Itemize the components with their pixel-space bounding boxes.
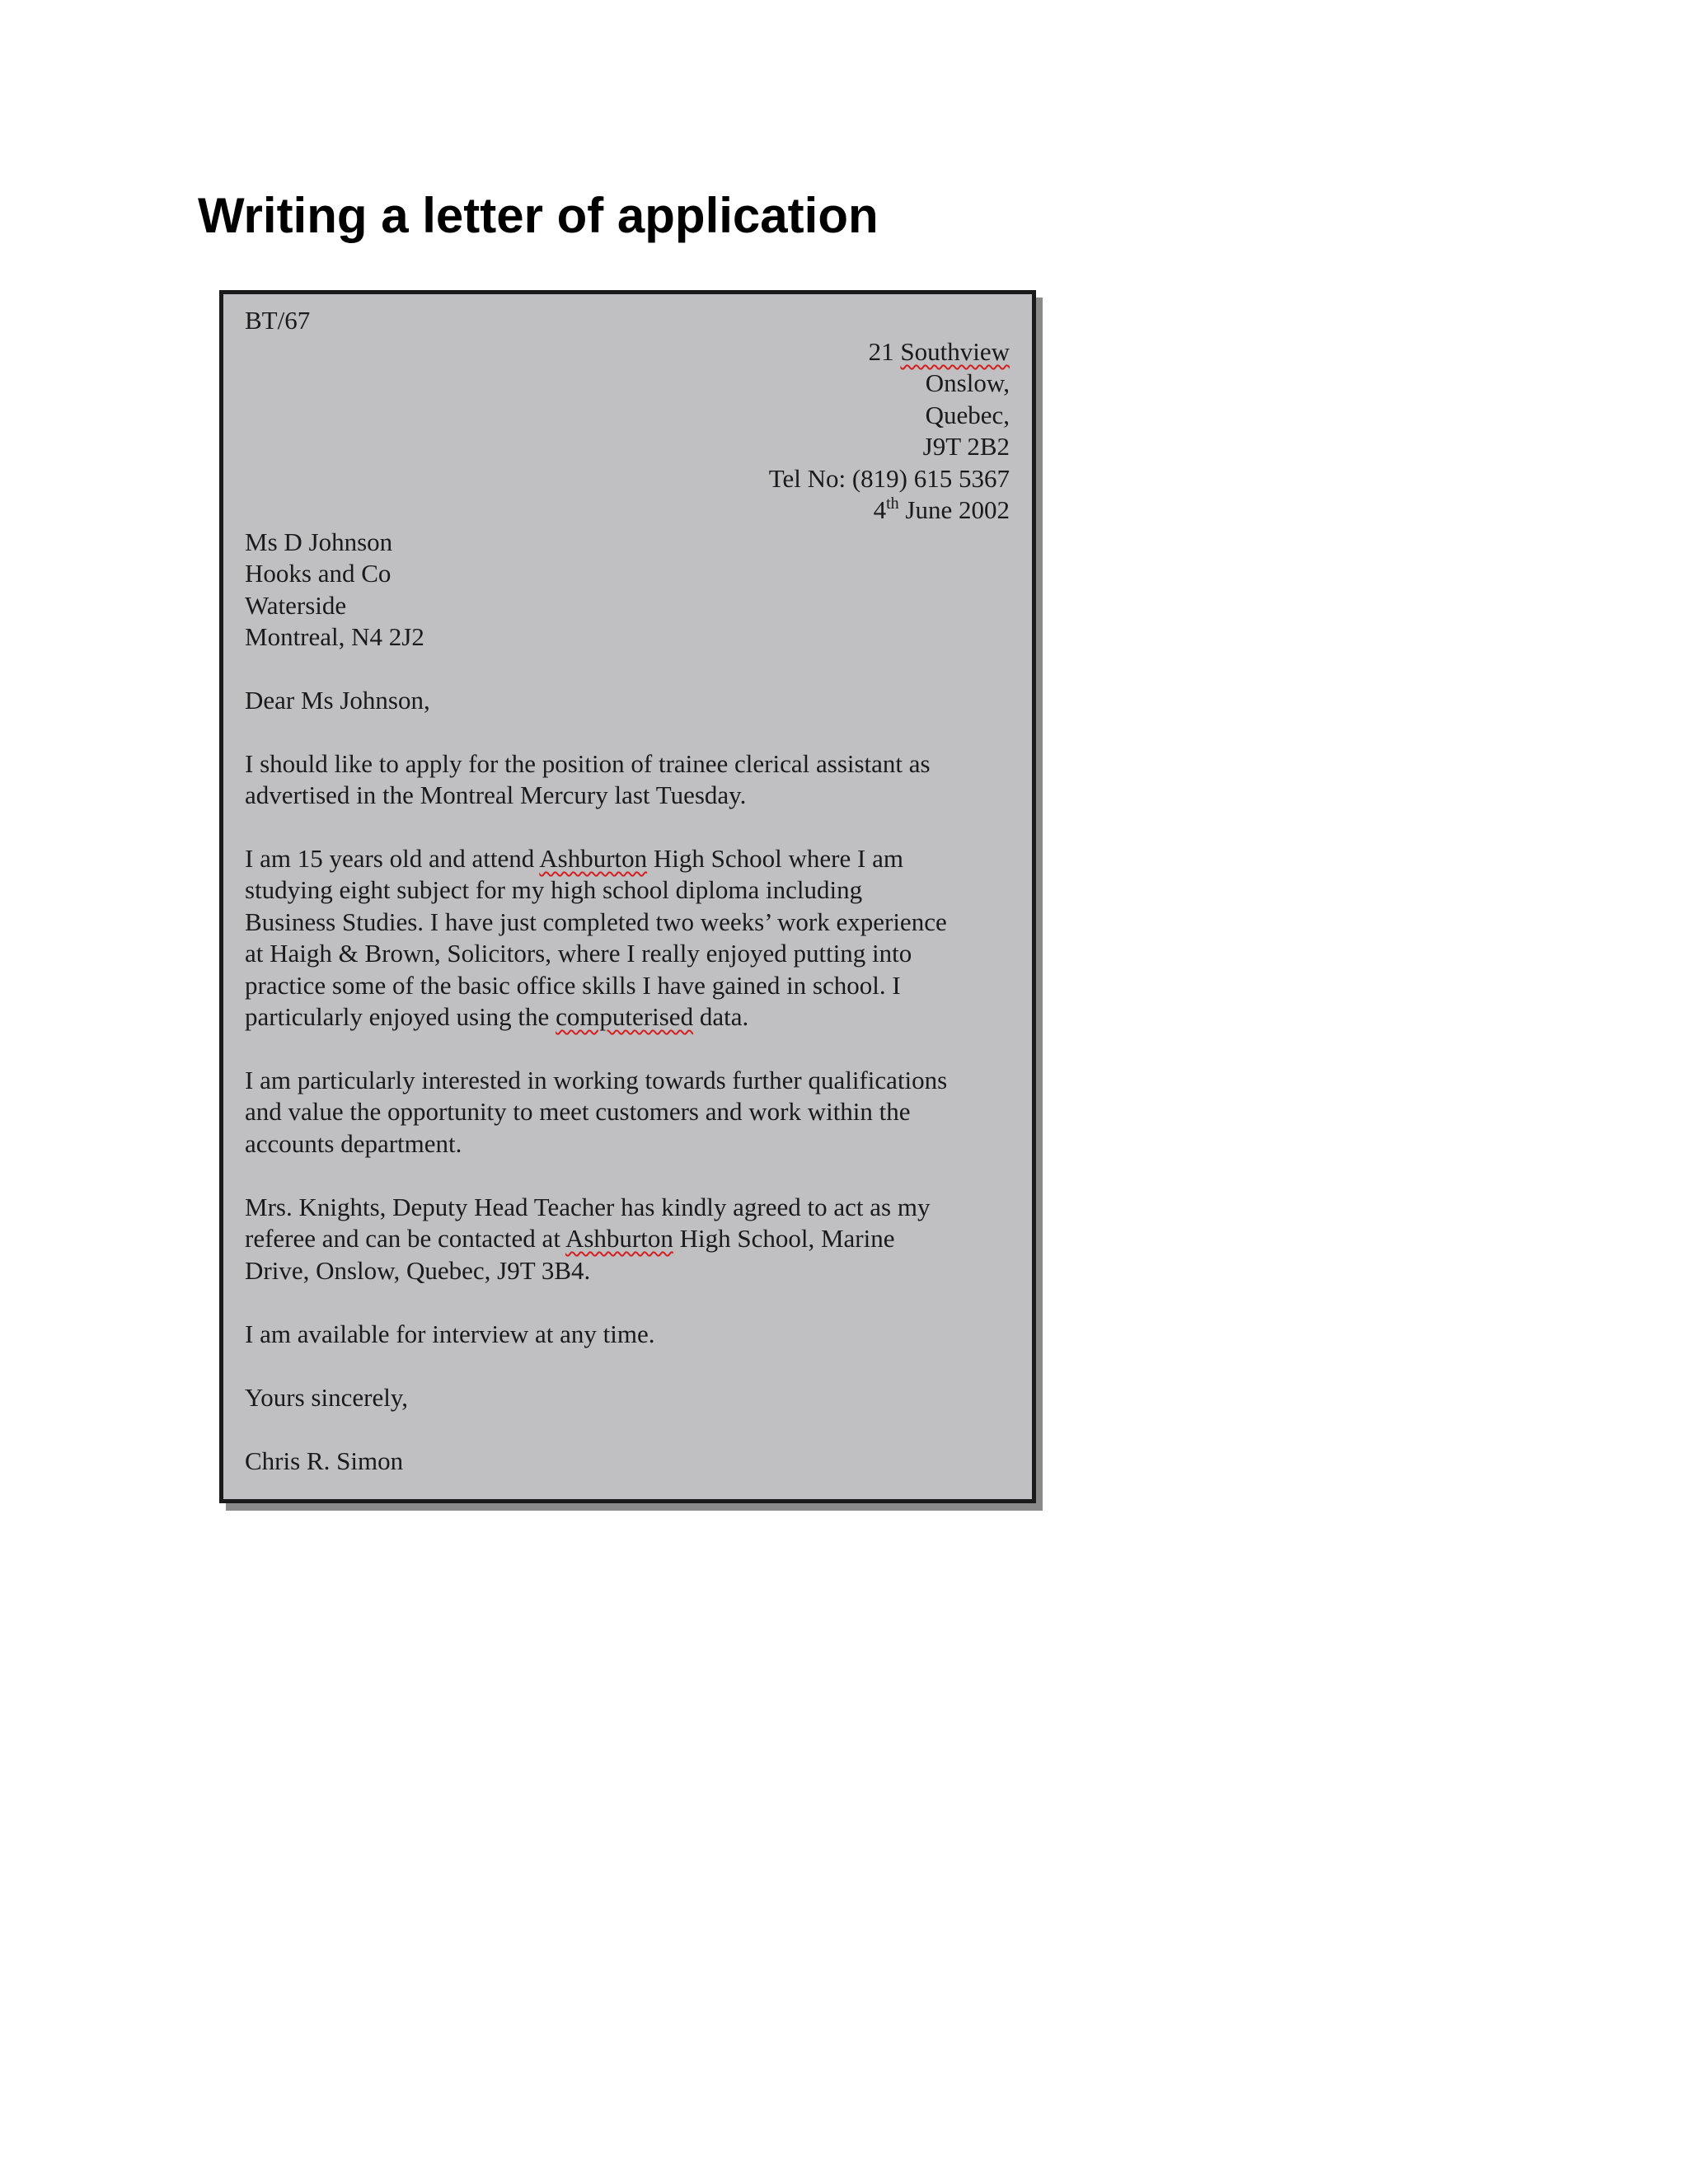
sender-address-line-1: [869, 336, 1010, 368]
paragraph-4-line-3: Drive, Onslow, Quebec, J9T 3B4.: [245, 1256, 591, 1285]
paragraph-2-line-1-end: High School where I am: [647, 844, 903, 873]
sender-address-number: 21: [868, 337, 901, 366]
paragraph-2-line-1: [245, 843, 903, 875]
paragraph-2-line-4: at Haigh & Brown, Solicitors, where I really enjoyed putting into: [245, 939, 912, 968]
recipient-line-1: Ms D Johnson: [245, 527, 393, 556]
signature: Chris R. Simon: [245, 1446, 404, 1475]
letter-box: [219, 290, 1036, 1503]
sender-telephone: Tel No: (819) 615 5367: [768, 464, 1010, 493]
recipient-line-4: Montreal, N4 2J2: [245, 622, 424, 651]
computerised-spellcheck: computerised: [556, 1002, 694, 1031]
letter-date: [874, 494, 1010, 527]
paragraph-2-line-6-start: particularly enjoyed using the: [245, 1002, 556, 1031]
paragraph-2-line-2: studying eight subject for my high school diploma including: [245, 875, 863, 904]
paragraph-2-line-6: [245, 1001, 748, 1033]
closing: Yours sincerely,: [245, 1383, 409, 1412]
paragraph-3-line-3: accounts department.: [245, 1129, 462, 1158]
paragraph-1-line-1: I should like to apply for the position of trainee clerical assistant as: [245, 749, 931, 778]
paragraph-2-line-5: practice some of the basic office skills I have gained in school. I: [245, 971, 901, 1000]
paragraph-4-line-2-end: High School, Marine: [673, 1224, 895, 1253]
letter-reference: BT/67: [245, 306, 311, 335]
paragraph-2-line-1-start: I am 15 years old and attend: [245, 844, 540, 873]
paragraph-4-line-2-start: referee and can be contacted at: [245, 1224, 565, 1253]
date-day: 4: [873, 495, 887, 524]
paragraph-5: I am available for interview at any time.: [245, 1319, 655, 1348]
sender-street-spellcheck: Southview: [900, 337, 1010, 366]
paragraph-3-line-2: and value the opportunity to meet customers and work within the: [245, 1097, 911, 1126]
paragraph-2-line-3: Business Studies. I have just completed two weeks’ work experience: [245, 907, 947, 936]
date-rest: June 2002: [898, 495, 1010, 524]
recipient-line-3: Waterside: [245, 591, 347, 620]
paragraph-2-line-6-end: data.: [693, 1002, 749, 1031]
sender-address-line-4: J9T 2B2: [922, 432, 1010, 461]
recipient-line-2: Hooks and Co: [245, 559, 392, 588]
date-ordinal: th: [886, 494, 899, 513]
sender-address-line-3: Quebec,: [925, 401, 1010, 429]
paragraph-4-line-1: Mrs. Knights, Deputy Head Teacher has kindly agreed to act as my: [245, 1193, 931, 1221]
sender-address-line-2: Onslow,: [925, 368, 1010, 397]
referee-school-spellcheck: Ashburton: [565, 1224, 673, 1253]
page-title: Writing a letter of application: [198, 188, 879, 243]
paragraph-1-line-2: advertised in the Montreal Mercury last Tuesday.: [245, 780, 747, 809]
school-name-spellcheck: Ashburton: [539, 844, 648, 873]
paragraph-4-line-2: [245, 1223, 895, 1255]
paragraph-3-line-1: I am particularly interested in working towards further qualifications: [245, 1066, 948, 1094]
salutation: Dear Ms Johnson,: [245, 686, 430, 715]
